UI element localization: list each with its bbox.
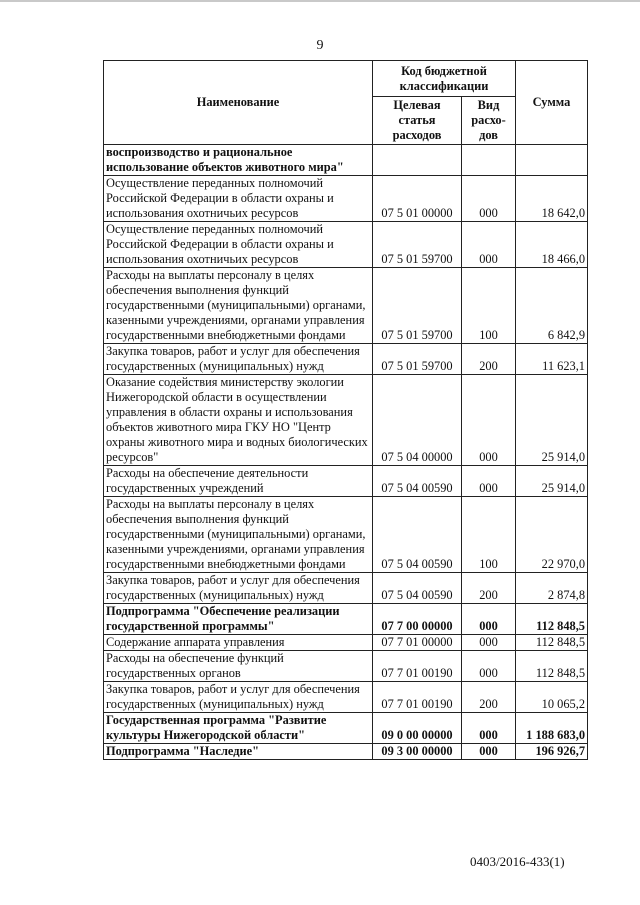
row-name: Закупка товаров, работ и услуг для обеспечения государственных (муниципальных) нужд	[104, 344, 373, 375]
row-amount: 22 970,0	[516, 497, 588, 573]
row-expense-type: 000	[462, 604, 516, 635]
header-budget-code: Код бюджетной классификации	[373, 61, 516, 97]
row-target-article: 07 7 00 00000	[373, 604, 462, 635]
row-expense-type: 000	[462, 176, 516, 222]
row-target-article: 07 5 01 59700	[373, 268, 462, 344]
table-row	[104, 635, 588, 651]
table-row	[104, 375, 588, 466]
row-name: Содержание аппарата управления	[104, 635, 373, 651]
row-expense-type: 000	[462, 466, 516, 497]
row-amount: 11 623,1	[516, 344, 588, 375]
row-amount: 112 848,5	[516, 604, 588, 635]
row-target-article: 07 7 01 00190	[373, 682, 462, 713]
table-row	[104, 651, 588, 682]
row-name: Подпрограмма "Наследие"	[104, 744, 373, 760]
budget-table-container	[103, 60, 587, 760]
header-amount: Сумма	[516, 61, 588, 145]
row-name: Расходы на обеспечение деятельности государственных учреждений	[104, 466, 373, 497]
table-row	[104, 713, 588, 744]
row-expense-type: 000	[462, 713, 516, 744]
row-expense-type: 000	[462, 375, 516, 466]
row-target-article: 07 5 04 00590	[373, 497, 462, 573]
table-row	[104, 176, 588, 222]
row-name: Расходы на выплаты персоналу в целях обеспечения выполнения функций государственными (муниципальными) органами, казенными учреждениями, органами управления государственными внебюджетными фондами	[104, 497, 373, 573]
row-name: Подпрограмма "Обеспечение реализации государственной программы"	[104, 604, 373, 635]
row-name: Расходы на выплаты персоналу в целях обеспечения выполнения функций государственными (муниципальными) органами, казенными учреждениями, органами управления государственными внебюджетными фондами	[104, 268, 373, 344]
row-expense-type: 200	[462, 573, 516, 604]
row-expense-type	[462, 145, 516, 176]
row-amount: 18 466,0	[516, 222, 588, 268]
row-expense-type: 000	[462, 651, 516, 682]
row-expense-type: 100	[462, 268, 516, 344]
row-amount: 10 065,2	[516, 682, 588, 713]
table-row	[104, 682, 588, 713]
row-amount: 18 642,0	[516, 176, 588, 222]
row-target-article: 09 0 00 00000	[373, 713, 462, 744]
page-number: 9	[316, 38, 324, 53]
table-row	[104, 744, 588, 760]
table-row	[104, 497, 588, 573]
row-amount: 6 842,9	[516, 268, 588, 344]
row-target-article: 07 7 01 00000	[373, 635, 462, 651]
row-target-article: 07 5 01 59700	[373, 344, 462, 375]
table-row	[104, 573, 588, 604]
table-row	[104, 268, 588, 344]
row-target-article: 07 5 04 00590	[373, 466, 462, 497]
row-amount	[516, 145, 588, 176]
row-target-article: 07 5 04 00000	[373, 375, 462, 466]
row-name: Расходы на обеспечение функций государственных органов	[104, 651, 373, 682]
table-row	[104, 604, 588, 635]
row-name: Осуществление переданных полномочий Российской Федерации в области охраны и использования охотничьих ресурсов	[104, 176, 373, 222]
row-amount: 112 848,5	[516, 651, 588, 682]
row-amount: 25 914,0	[516, 375, 588, 466]
table-row	[104, 222, 588, 268]
document-code: 0403/2016-433(1)	[470, 854, 565, 869]
row-name: Закупка товаров, работ и услуг для обеспечения государственных (муниципальных) нужд	[104, 573, 373, 604]
row-target-article: 07 7 01 00190	[373, 651, 462, 682]
row-name: Государственная программа "Развитие культуры Нижегородской области"	[104, 713, 373, 744]
row-amount: 1 188 683,0	[516, 713, 588, 744]
row-amount: 25 914,0	[516, 466, 588, 497]
row-amount: 112 848,5	[516, 635, 588, 651]
row-target-article	[373, 145, 462, 176]
table-row	[104, 145, 588, 176]
row-expense-type: 000	[462, 222, 516, 268]
row-expense-type: 200	[462, 344, 516, 375]
row-target-article: 07 5 01 59700	[373, 222, 462, 268]
row-target-article: 07 5 01 00000	[373, 176, 462, 222]
row-amount: 196 926,7	[516, 744, 588, 760]
row-target-article: 09 3 00 00000	[373, 744, 462, 760]
row-expense-type: 000	[462, 744, 516, 760]
row-target-article: 07 5 04 00590	[373, 573, 462, 604]
row-name: Закупка товаров, работ и услуг для обеспечения государственных (муниципальных) нужд	[104, 682, 373, 713]
row-name: Оказание содействия министерству экологии Нижегородской области в осуществлении управления в области охраны и использования объектов животного мира ГКУ НО "Центр охраны животного мира и водных биологических ресурсов"	[104, 375, 373, 466]
row-expense-type: 000	[462, 635, 516, 651]
header-name: Наименование	[104, 61, 373, 145]
scan-top-edge	[0, 0, 640, 2]
budget-table	[103, 60, 588, 760]
row-expense-type: 200	[462, 682, 516, 713]
table-row	[104, 466, 588, 497]
row-name: воспроизводство и рациональное использование объектов животного мира"	[104, 145, 373, 176]
table-row	[104, 344, 588, 375]
header-target-article: Целевая статья расходов	[373, 97, 462, 145]
table-body	[104, 145, 588, 760]
row-amount: 2 874,8	[516, 573, 588, 604]
row-expense-type: 100	[462, 497, 516, 573]
header-expense-type: Вид расхо-дов	[462, 97, 516, 145]
row-name: Осуществление переданных полномочий Российской Федерации в области охраны и использования охотничьих ресурсов	[104, 222, 373, 268]
